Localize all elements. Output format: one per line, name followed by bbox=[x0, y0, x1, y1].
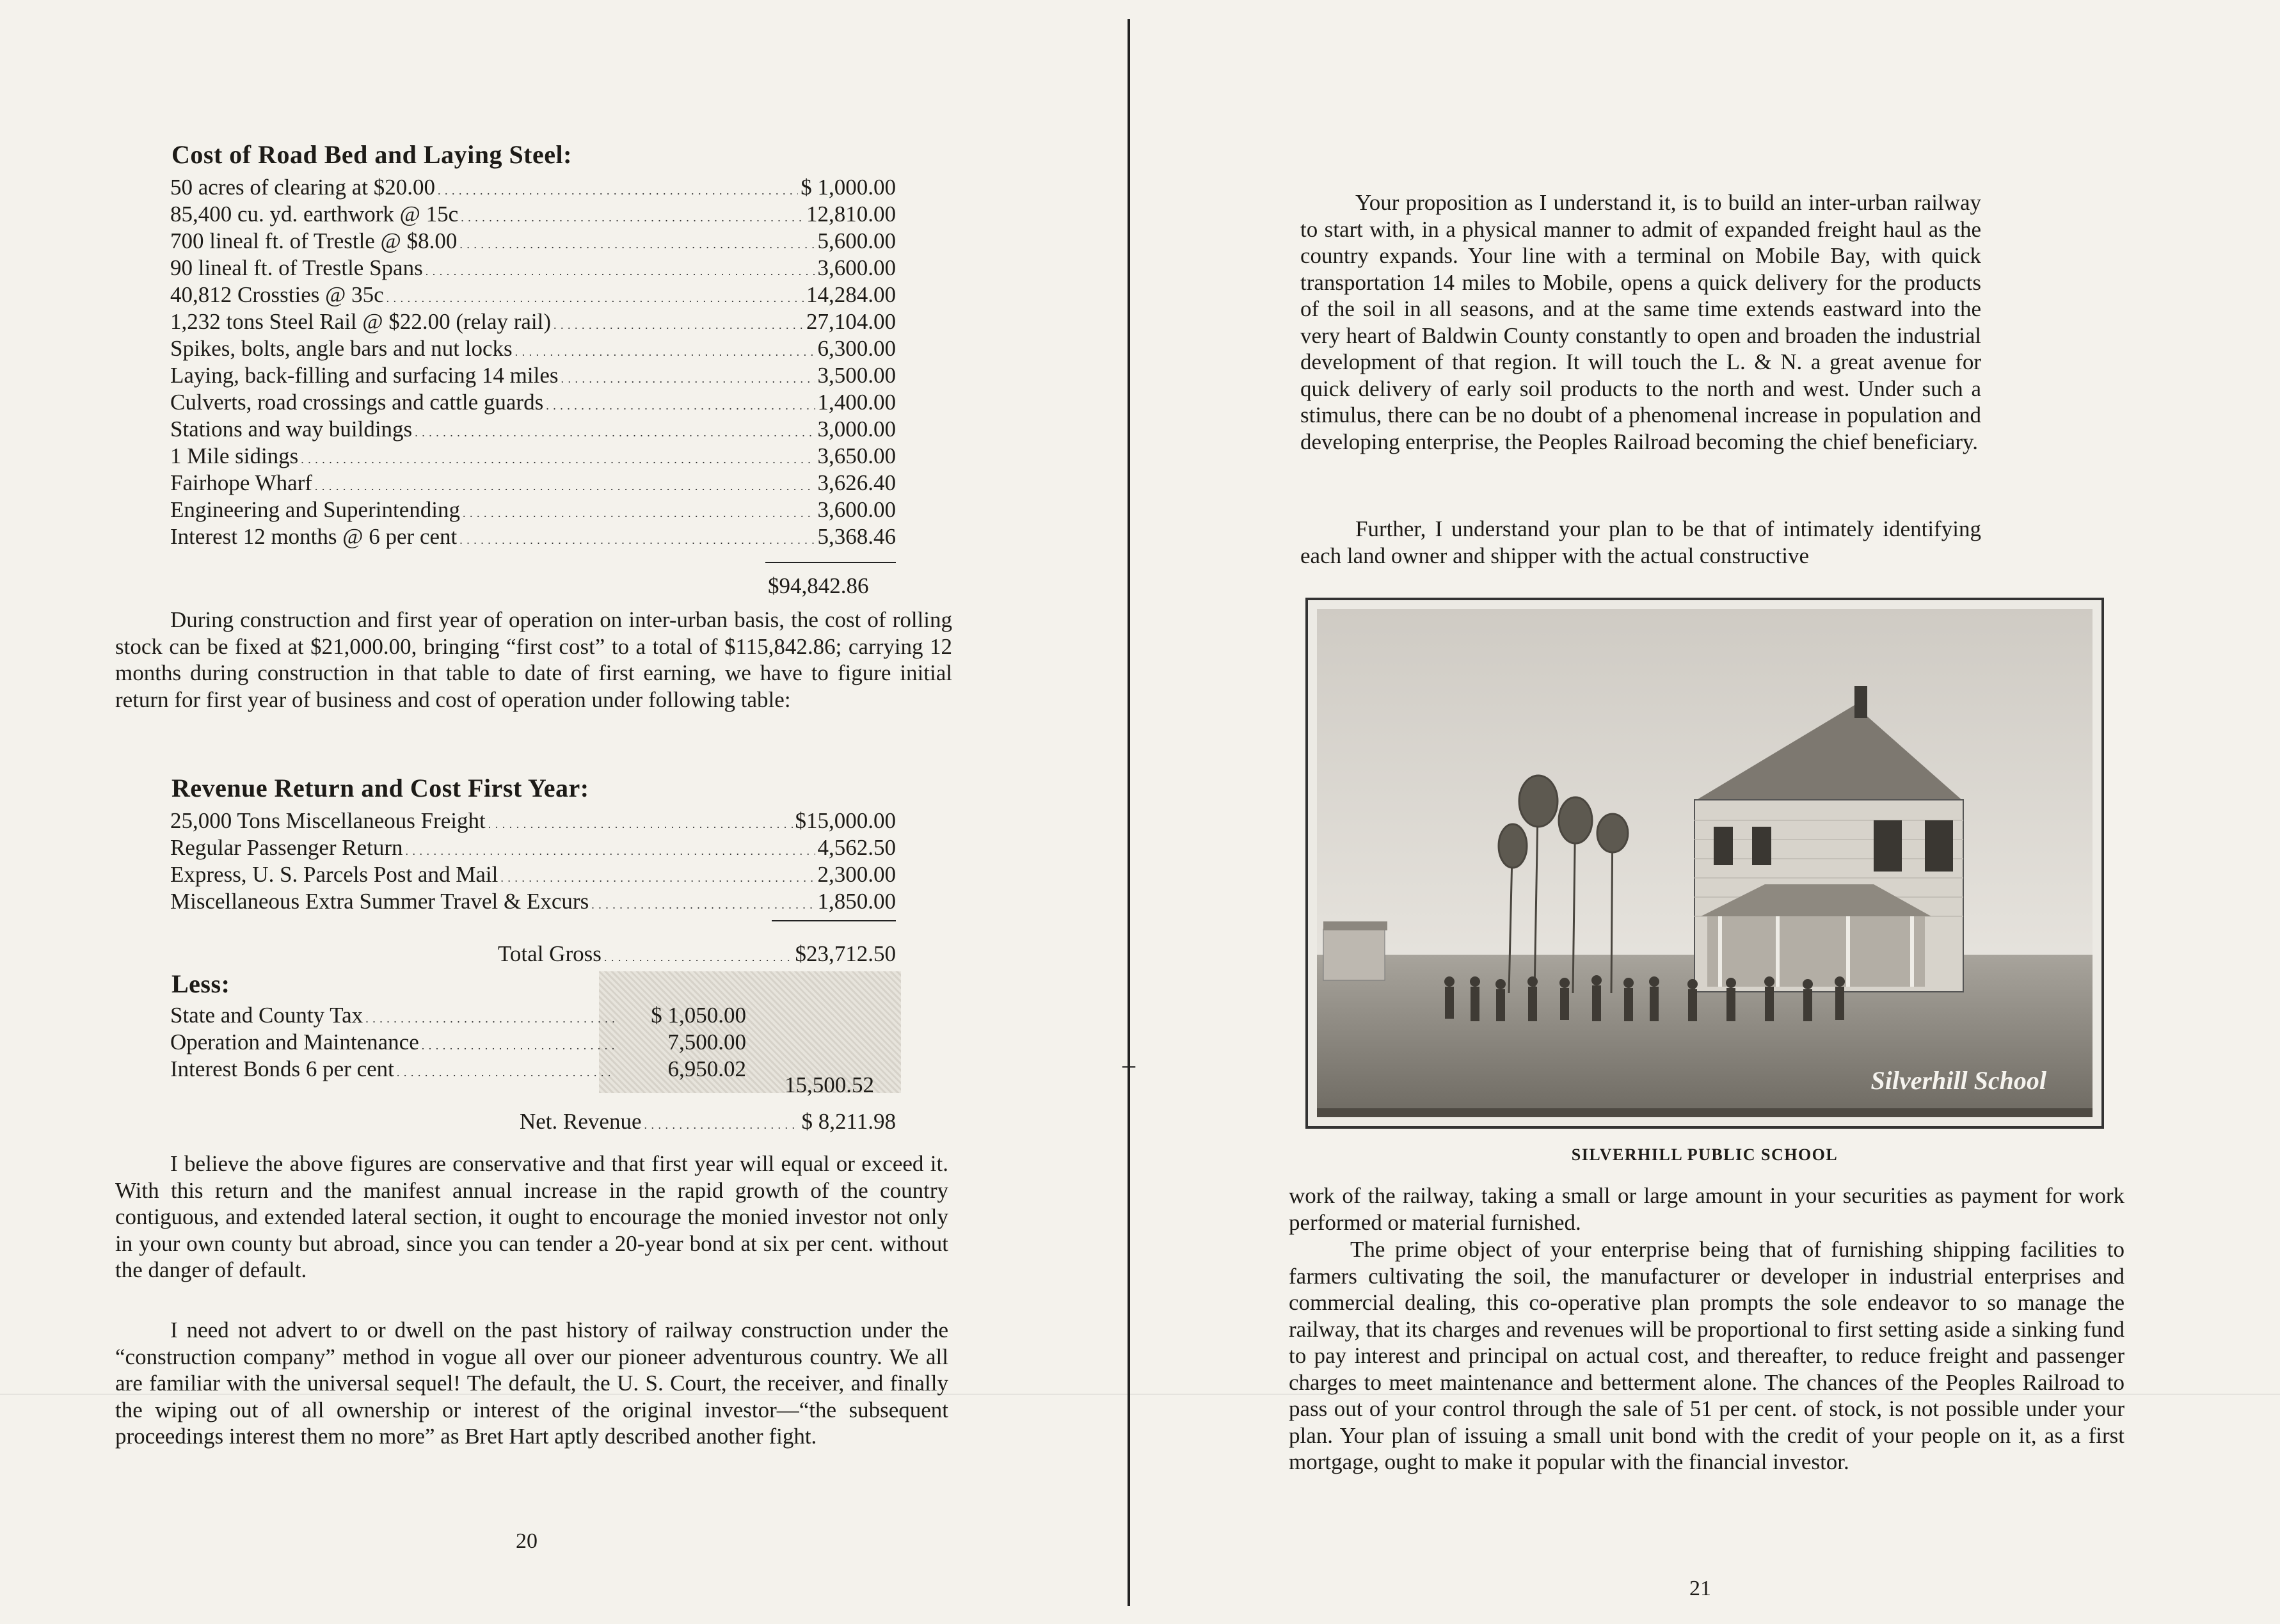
row-amount: 2,300.00 bbox=[817, 862, 896, 887]
dot-leader bbox=[591, 888, 815, 918]
paragraph-prime: The prime object of your enterprise being that of furnishing shipping facilities to farmers cultivating the soil, the manufacturer or developer in industrial enterprises and commercial dealing, this co-operative plan prompts the sole endeavor to so manage the railway, that its charges and revenues will be proportional to first setting aside a sinking fund to pay interest and principal on actual cost, and thereafter, to reduce freight and passenger charges to meet maintenance and betterment alone. The chances of the Peoples Railroad to pass out of your control through the sale of 51 per cent. of stock, is not possible under your plan. Your plan of issuing a small unit bond with the credit of your people on it, as a first mortgage, ought to make it popular with the financial investor. bbox=[1289, 1237, 2125, 1474]
row-amount: 4,562.50 bbox=[817, 835, 896, 860]
paragraph-history: I need not advert to or dwell on the past history of railway construction under the “construction company” method in vogue all over our pioneer adventurous country. We all are familiar with the universal sequel! The default, the U. S. Court, the receiver, and finally the wiping out of all ownership or interest of the original investor—“the subsequent proceedings interest them no more” as Bret Hart aptly described another fight. bbox=[115, 1318, 948, 1449]
dot-leader bbox=[365, 1002, 616, 1032]
table-row bbox=[170, 888, 896, 915]
total-gross-value: $23,712.50 bbox=[795, 941, 896, 966]
table-row bbox=[170, 1002, 746, 1029]
road-bed-heading: Cost of Road Bed and Laying Steel: bbox=[171, 140, 572, 169]
row-description: Express, U. S. Parcels Post and Mail bbox=[170, 862, 498, 887]
less-table bbox=[170, 1002, 746, 1083]
table-row bbox=[170, 308, 896, 335]
net-revenue-label: Net. Revenue bbox=[520, 1109, 642, 1134]
table-row bbox=[170, 362, 896, 389]
row-description: Interest Bonds 6 per cent bbox=[170, 1056, 394, 1081]
row-description: 90 lineal ft. of Trestle Spans bbox=[170, 255, 423, 280]
total-rule bbox=[765, 562, 896, 563]
row-amount: 3,600.00 bbox=[817, 255, 896, 280]
row-amount: 3,626.40 bbox=[817, 470, 896, 495]
table-row bbox=[170, 861, 896, 888]
dot-leader bbox=[438, 174, 798, 204]
dot-leader bbox=[315, 470, 815, 500]
table-row bbox=[170, 255, 896, 282]
table-row bbox=[170, 228, 896, 255]
row-description: Engineering and Superintending bbox=[170, 497, 460, 522]
less-heading: Less: bbox=[171, 969, 230, 998]
table-row bbox=[170, 174, 896, 201]
row-description: 25,000 Tons Miscellaneous Freight bbox=[170, 808, 486, 833]
table-row bbox=[170, 443, 896, 470]
page-number-left: 20 bbox=[516, 1529, 538, 1553]
row-amount: 3,650.00 bbox=[817, 443, 896, 468]
row-amount: $ 1,000.00 bbox=[801, 175, 896, 200]
photo-caption: SILVERHILL PUBLIC SCHOOL bbox=[1571, 1145, 1838, 1164]
row-description: 40,812 Crossties @ 35c bbox=[170, 282, 384, 307]
dot-leader bbox=[422, 1029, 616, 1059]
dot-leader bbox=[461, 201, 804, 231]
row-description: Interest 12 months @ 6 per cent bbox=[170, 524, 458, 549]
net-revenue-row bbox=[520, 1108, 896, 1135]
row-amount: 6,950.02 bbox=[667, 1056, 746, 1081]
road-bed-total: $94,842.86 bbox=[768, 573, 869, 598]
paragraph-further: Further, I understand your plan to be that of intimately identifying each land owner and shipper with the actual constructive bbox=[1300, 516, 1981, 568]
fold-mark: + bbox=[1120, 1051, 1137, 1083]
row-description: Culverts, road crossings and cattle guards bbox=[170, 390, 544, 415]
dot-leader bbox=[301, 443, 815, 473]
row-description: 1,232 tons Steel Rail @ $22.00 (relay rail) bbox=[170, 309, 552, 334]
dot-leader bbox=[426, 255, 815, 285]
row-description: 85,400 cu. yd. earthwork @ 15c bbox=[170, 202, 459, 227]
row-amount: 3,000.00 bbox=[817, 417, 896, 442]
dot-leader bbox=[546, 389, 815, 419]
dot-leader bbox=[515, 335, 815, 365]
row-description: Fairhope Wharf bbox=[170, 470, 312, 495]
page-number-right: 21 bbox=[1689, 1577, 1711, 1600]
row-description: State and County Tax bbox=[170, 1003, 363, 1028]
table-row bbox=[170, 389, 896, 416]
table-row bbox=[170, 1056, 746, 1083]
row-description: Miscellaneous Extra Summer Travel & Excurs bbox=[170, 889, 589, 914]
total-gross-label: Total Gross bbox=[498, 941, 602, 966]
total-gross-row bbox=[498, 941, 896, 967]
table-row bbox=[170, 201, 896, 228]
row-description: 700 lineal ft. of Trestle @ $8.00 bbox=[170, 228, 458, 253]
row-amount: 1,850.00 bbox=[817, 889, 896, 914]
row-description: Operation and Maintenance bbox=[170, 1030, 419, 1055]
net-revenue-value: $ 8,211.98 bbox=[801, 1109, 896, 1134]
dot-leader bbox=[463, 497, 815, 527]
dot-leader bbox=[387, 282, 804, 312]
dot-leader bbox=[406, 834, 815, 864]
table-row bbox=[170, 834, 896, 861]
dot-leader bbox=[397, 1056, 616, 1086]
left-page bbox=[0, 0, 1126, 1624]
row-amount: 27,104.00 bbox=[806, 309, 896, 334]
less-subtotal: 15,500.52 bbox=[785, 1072, 874, 1097]
photo-sign-text: Silverhill School bbox=[1870, 1066, 2046, 1095]
revenue-table bbox=[170, 808, 896, 915]
table-row bbox=[170, 282, 896, 308]
row-amount: 12,810.00 bbox=[806, 202, 896, 227]
paragraph-construction: During construction and first year of operation on inter-urban basis, the cost of rolling stock can be fixed at $21,000.00, bringing “first cost” to a total of $115,842.86; carrying 12 months during construction in that table to date of first earning, we have to figure initial return for first year of business and cost of operation under following table: bbox=[115, 607, 952, 712]
row-amount: 3,500.00 bbox=[817, 363, 896, 388]
dot-leader bbox=[561, 362, 815, 392]
row-amount: 5,600.00 bbox=[817, 228, 896, 253]
row-description: Stations and way buildings bbox=[170, 417, 413, 442]
table-row bbox=[170, 416, 896, 443]
row-description: Spikes, bolts, angle bars and nut locks bbox=[170, 336, 513, 361]
row-amount: $15,000.00 bbox=[795, 808, 896, 833]
school-photograph bbox=[1305, 598, 2104, 1129]
table-row bbox=[170, 523, 896, 550]
revenue-heading: Revenue Return and Cost First Year: bbox=[171, 774, 589, 802]
dot-leader bbox=[459, 523, 815, 553]
table-row bbox=[170, 497, 896, 523]
paragraph-proposition: Your proposition as I understand it, is to build an inter-urban railway to start with, in a physical manner to admit of expanded freight haul as the country expands. Your line with a terminal on Mobile Bay, with quick transportation 14 miles to Mobile, opens a quick delivery for the products of the soil in all seasons, and at the same time extends eastward into the very heart of Baldwin County constantly to open and broaden the industrial development of that region. It will touch the L. & N. a great avenue for quick delivery of early soil products to the north and west. Under such a stimulus, there can be no doubt of a phenomenal increase in population and developing enterprise, the Peoples Railroad becoming the chief beneficiary. bbox=[1300, 190, 1981, 454]
table-row bbox=[170, 335, 896, 362]
dot-leader bbox=[459, 228, 815, 258]
road-bed-table bbox=[170, 174, 896, 550]
row-amount: 7,500.00 bbox=[667, 1030, 746, 1055]
row-amount: 5,368.46 bbox=[817, 524, 896, 549]
row-amount: 3,600.00 bbox=[817, 497, 896, 522]
dot-leader bbox=[488, 808, 793, 838]
table-row bbox=[170, 470, 896, 497]
table-row bbox=[170, 1029, 746, 1056]
row-amount: 1,400.00 bbox=[817, 390, 896, 415]
row-description: Regular Passenger Return bbox=[170, 835, 403, 860]
row-amount: 6,300.00 bbox=[817, 336, 896, 361]
table-row bbox=[170, 808, 896, 834]
dot-leader bbox=[500, 861, 815, 891]
row-description: 50 acres of clearing at $20.00 bbox=[170, 175, 436, 200]
school-photo-image bbox=[1317, 609, 2093, 1117]
paragraph-conservative: I believe the above figures are conservative and that first year will equal or exceed it. With this return and the manifest annual increase in the rapid growth of the country contiguous, and extended lateral section, it ought to encourage the monied investor not only in your own county but abroad, since you can tender a 20-year bond at six per cent. without the danger of default. bbox=[115, 1151, 948, 1282]
row-amount: 14,284.00 bbox=[806, 282, 896, 307]
paragraph-work: work of the railway, taking a small or large amount in your securities as payment for work performed or material furnished. bbox=[1289, 1183, 2125, 1235]
dot-leader bbox=[415, 416, 815, 446]
row-amount: $ 1,050.00 bbox=[651, 1003, 746, 1028]
row-description: 1 Mile sidings bbox=[170, 443, 299, 468]
dot-leader bbox=[554, 308, 804, 338]
row-description: Laying, back-filling and surfacing 14 miles bbox=[170, 363, 559, 388]
gross-rule bbox=[772, 920, 896, 921]
